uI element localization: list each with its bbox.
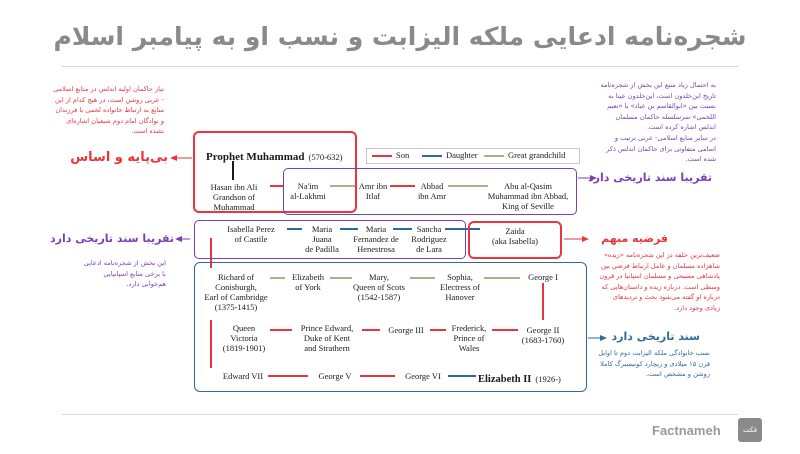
left-middle-note: این بخش از شجره‌نامه ادعایی با برخی منابع اسپانیایی هم‌خوانی دارد. — [83, 259, 166, 289]
node-hasan-ibn-ali: Hasan ibn Ali Grandson of Muhammad — [210, 182, 258, 212]
node-george-v: George V — [318, 371, 352, 381]
node-zaida: Zaida (aka Isabella) — [491, 226, 538, 246]
historical-right-label: تقریبا سند تاریخی دارد — [588, 171, 712, 184]
node-maria-fernandez: Maria Fernandez de Henestrosa — [353, 224, 399, 254]
documented-note: نسب خانوادگی ملکه الیزابت دوم تا اوایل قرن ۱۵ میلادی و ریچارد کونیسبرگ کاملا روشن و مشخص است. — [598, 349, 710, 379]
legend — [366, 148, 580, 164]
node-elizabeth-ii — [478, 369, 561, 387]
node-mary-queen-of-scots: Mary, Queen of Scots (1542-1587) — [353, 272, 405, 302]
node-isabella-perez: Isabella Perez of Castile — [227, 224, 275, 244]
page-title: شجره‌نامه ادعایی ملکه الیزابت و نسب او به پیامبر اسلام — [53, 22, 747, 51]
elizabeth-ii-name: Elizabeth II — [478, 374, 532, 385]
prophet-node — [206, 147, 343, 165]
node-george-i: George I — [528, 272, 558, 282]
historical-left-label: تقریبا سند تاریخی دارد — [50, 232, 174, 245]
node-richard-of-conisburgh: Richard of Conisburgh, Earl of Cambridge (1375-1415) — [204, 272, 268, 312]
brand-name: Factnameh — [652, 423, 721, 438]
node-sancha-rodriguez: Sancha Rodriguez de Lara — [411, 224, 447, 254]
prophet-name: Prophet Muhammad — [206, 151, 305, 163]
brand-logo — [738, 418, 762, 442]
node-prince-edward: Prince Edward, Duke of Kent and Strathern — [300, 323, 354, 353]
legend-great-grandchild-label: Great grandchild — [508, 150, 566, 160]
node-naim-al-lakhmi: Na'im al-Lakhmi — [290, 181, 326, 201]
node-elizabeth-of-york: Elizabeth of York — [291, 272, 325, 292]
legend-daughter-label: Daughter — [446, 150, 478, 160]
prophet-years: (570-632) — [308, 152, 343, 162]
ambiguous-label: فرضیه مبهم — [601, 232, 668, 245]
elizabeth-ii-years: (1926-) — [535, 374, 561, 384]
footer-divider — [62, 414, 738, 415]
node-queen-victoria: Queen Victoria (1819-1901) — [222, 323, 266, 353]
node-george-ii: George II (1683-1760) — [521, 325, 565, 345]
top-left-note: تبار حاکمان اولیه اندلس در منابع اسلامی - عربی روشن است، در هیچ کدام از این منابع به ارتباط خانواده لخمی با فرزندان و نوادگان امام دوم شیعیان اشاره‌ای نشده است. — [53, 85, 164, 136]
node-maria-juana: Maria Juana de Padilla — [305, 224, 339, 254]
node-frederick: Frederick, Prince of Wales — [451, 323, 487, 353]
legend-great-grandchild-swatch — [484, 155, 504, 157]
node-sophia-of-hanover: Sophia, Electress of Hanover — [440, 272, 480, 302]
node-abbad-ibn-amr: Abbad ibn Amr — [417, 181, 447, 201]
node-edward-vii: Edward VII — [222, 371, 264, 381]
node-amr-ibn-itlaf: Amr ibn Itlaf — [358, 181, 388, 201]
node-george-vi: George VI — [405, 371, 441, 381]
node-george-iii: George III — [388, 325, 424, 335]
legend-daughter-swatch — [422, 155, 442, 157]
baseless-label: بی‌پایه و اساس — [70, 150, 168, 165]
brand-logo-text: فکت — [742, 426, 758, 434]
node-abu-al-qasim: Abu al-Qasim Muhammad ibn Abbad, King of Seville — [487, 181, 569, 211]
documented-label: سند تاریخی دارد — [611, 330, 700, 343]
legend-son-swatch — [372, 155, 392, 157]
ambiguous-note: ضعیف‌ترین حلقه در این شجره‌نامه «زیده» شاهزاده مسلمان و عامل ارتباط فرضی بین پادشاهی مسیحی و مسلمان اسپانیا در قرون وسطی است. درباره زیده و داستان‌هایی که درباره او گفته می‌شود بحث و تردیدهای زیادی وجود دارد. — [599, 251, 720, 312]
legend-son-label: Son — [396, 150, 410, 160]
top-right-note: به احتمال زیاد منبع این بخش از شجره‌نامه تاریخ ابن‌خلدون است، این‌خلدون عینا به نسبت بین «ابوالقاسم بن عباد» با «نعیم اللخمی» سرسلسله حاکمان مسلمان اندلس اشاره کرده است. در سایر منابع اسلامی- عربی ترتیب و اسامی متفاوتی برای حاکمان اندلس ذکر شده است. — [600, 81, 716, 164]
